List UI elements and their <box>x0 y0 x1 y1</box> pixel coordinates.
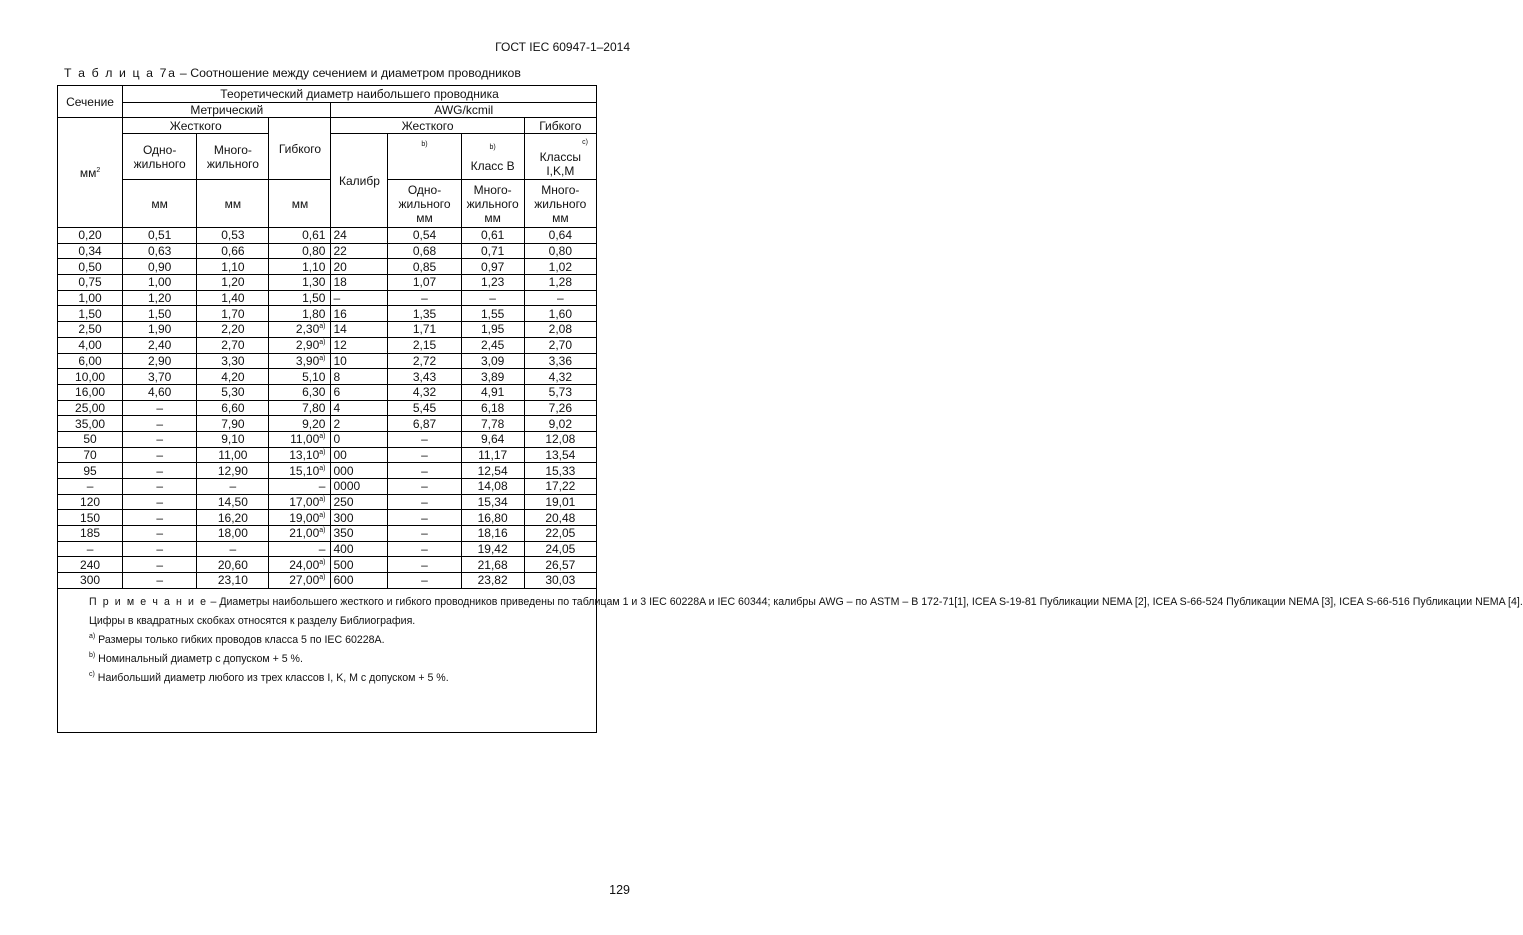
cell-awg-flexible: 1,02 <box>524 259 596 275</box>
cell-awg-multi: 0,97 <box>461 259 524 275</box>
footnote-c: $^{c)}$ Наибольший диаметр любого из трех классов I, K, M с допуском + 5 %. <box>89 670 449 684</box>
cell-metric-multi: 9,10 <box>197 431 269 447</box>
cell-section: 70 <box>58 447 123 463</box>
cell-section: 1,50 <box>58 306 123 322</box>
table-row <box>58 353 597 369</box>
cell-awg-multi: 23,82 <box>461 573 524 589</box>
cell-awg-multi: 7,78 <box>461 416 524 432</box>
cell-gauge: 00 <box>331 447 388 463</box>
cell-section: 0,34 <box>58 243 123 259</box>
cell-metric-flexible: 24,00$^{a)}$ <box>269 557 331 573</box>
cell-metric-multi: 6,60 <box>197 400 269 416</box>
cell-metric-flexible: 2,90$^{a)}$ <box>269 337 331 353</box>
cell-metric-single: – <box>123 447 197 463</box>
cell-metric-single: – <box>123 431 197 447</box>
cell-awg-flexible: 0,80 <box>524 243 596 259</box>
cell-awg-multi: 3,89 <box>461 369 524 385</box>
table-row <box>58 322 597 338</box>
table-row <box>58 369 597 385</box>
cell-section: 35,00 <box>58 416 123 432</box>
header-awg: AWG/kcmil <box>331 103 597 118</box>
cell-metric-multi: 1,10 <box>197 259 269 275</box>
cell-awg-single: 3,43 <box>388 369 461 385</box>
cell-awg-single: – <box>388 431 461 447</box>
cell-section: 0,75 <box>58 275 123 291</box>
cell-awg-flexible: 26,57 <box>524 557 596 573</box>
cell-gauge: 16 <box>331 306 388 322</box>
cell-section: 95 <box>58 463 123 479</box>
cell-metric-single: 3,70 <box>123 369 197 385</box>
cell-awg-multi: 11,17 <box>461 447 524 463</box>
caption-title: – Соотношение между сечением и диаметром проводников <box>176 66 521 80</box>
cell-section: 2,50 <box>58 322 123 338</box>
cell-awg-flexible: 17,22 <box>524 479 596 495</box>
cell-awg-flexible: – <box>524 290 596 306</box>
cell-metric-single: – <box>123 416 197 432</box>
cell-metric-multi: 16,20 <box>197 510 269 526</box>
cell-gauge: 400 <box>331 541 388 557</box>
cell-metric-multi: – <box>197 479 269 495</box>
cell-awg-single: 4,32 <box>388 384 461 400</box>
table-row <box>58 557 597 573</box>
cell-section: – <box>58 541 123 557</box>
cell-awg-multi: 0,71 <box>461 243 524 259</box>
cell-awg-single: 2,15 <box>388 337 461 353</box>
note-brackets: Цифры в квадратных скобках относятся к разделу Библиография. <box>89 614 416 627</box>
cell-awg-single: – <box>388 510 461 526</box>
cell-awg-multi: 12,54 <box>461 463 524 479</box>
table-row <box>58 228 597 244</box>
cell-awg-multi: 14,08 <box>461 479 524 495</box>
table-row <box>58 526 597 542</box>
cell-gauge: 250 <box>331 494 388 510</box>
cell-metric-single: – <box>123 541 197 557</box>
table-row <box>58 510 597 526</box>
table-row <box>58 541 597 557</box>
cell-awg-single: 1,71 <box>388 322 461 338</box>
cell-metric-multi: 1,70 <box>197 306 269 322</box>
cell-section: 240 <box>58 557 123 573</box>
cell-metric-single: 1,20 <box>123 290 197 306</box>
cell-section: 185 <box>58 526 123 542</box>
table-row <box>58 447 597 463</box>
cell-awg-flexible: 24,05 <box>524 541 596 557</box>
cell-awg-multi: 15,34 <box>461 494 524 510</box>
cell-section: 150 <box>58 510 123 526</box>
cell-awg-flexible: 30,03 <box>524 573 596 589</box>
cell-awg-flexible: 1,60 <box>524 306 596 322</box>
document-code: ГОСТ IEC 60947-1–2014 <box>495 40 630 54</box>
cell-metric-flexible: 3,90$^{a)}$ <box>269 353 331 369</box>
cell-gauge: 0 <box>331 431 388 447</box>
cell-awg-flexible: 12,08 <box>524 431 596 447</box>
cell-metric-multi: 11,00 <box>197 447 269 463</box>
cell-awg-single: – <box>388 526 461 542</box>
table-notes <box>58 588 1523 732</box>
cell-section: 6,00 <box>58 353 123 369</box>
header-unit-mm: мм <box>123 180 197 228</box>
table-row <box>58 275 597 291</box>
cell-section: 4,00 <box>58 337 123 353</box>
table-row <box>58 479 597 495</box>
cell-metric-flexible: 13,10$^{a)}$ <box>269 447 331 463</box>
cell-metric-flexible: 5,10 <box>269 369 331 385</box>
cell-awg-multi: 6,18 <box>461 400 524 416</box>
cell-awg-multi: 21,68 <box>461 557 524 573</box>
conductor-table <box>57 85 1523 733</box>
cell-awg-flexible: 2,70 <box>524 337 596 353</box>
cell-metric-flexible: 1,50 <box>269 290 331 306</box>
cell-awg-flexible: 2,08 <box>524 322 596 338</box>
cell-metric-flexible: 0,61 <box>269 228 331 244</box>
page-number: 129 <box>609 883 630 897</box>
header-awg-single: Одно-жильного мм <box>388 180 461 228</box>
cell-awg-multi: 1,23 <box>461 275 524 291</box>
cell-awg-single: – <box>388 447 461 463</box>
cell-awg-flexible: 19,01 <box>524 494 596 510</box>
cell-metric-multi: 0,53 <box>197 228 269 244</box>
cell-metric-single: – <box>123 479 197 495</box>
cell-metric-single: – <box>123 510 197 526</box>
cell-metric-single: – <box>123 573 197 589</box>
cell-gauge: 300 <box>331 510 388 526</box>
cell-metric-multi: 7,90 <box>197 416 269 432</box>
cell-awg-single: 0,85 <box>388 259 461 275</box>
cell-section: 1,00 <box>58 290 123 306</box>
cell-gauge: 0000 <box>331 479 388 495</box>
header-awg-rigid: Жесткого <box>331 118 524 134</box>
header-unit-mm: мм <box>269 180 331 228</box>
cell-metric-multi: 18,00 <box>197 526 269 542</box>
table-row <box>58 243 597 259</box>
cell-metric-flexible: 1,10 <box>269 259 331 275</box>
cell-metric-single: 1,00 <box>123 275 197 291</box>
header-awg-flex-multi: Много-жильного мм <box>524 180 596 228</box>
cell-awg-single: 2,72 <box>388 353 461 369</box>
table-row <box>58 337 597 353</box>
cell-metric-multi: 12,90 <box>197 463 269 479</box>
cell-awg-multi: 4,91 <box>461 384 524 400</box>
cell-gauge: 18 <box>331 275 388 291</box>
header-class-b: b) Класс B <box>461 134 524 180</box>
cell-gauge: – <box>331 290 388 306</box>
cell-metric-flexible: 15,10$^{a)}$ <box>269 463 331 479</box>
cell-awg-single: – <box>388 479 461 495</box>
cell-awg-flexible: 13,54 <box>524 447 596 463</box>
cell-section: 25,00 <box>58 400 123 416</box>
header-gauge: Калибр <box>331 134 388 228</box>
cell-metric-flexible: – <box>269 541 331 557</box>
cell-section: 0,50 <box>58 259 123 275</box>
cell-metric-multi: – <box>197 541 269 557</box>
cell-awg-single: 6,87 <box>388 416 461 432</box>
footnote-b: $^{b)}$ Номинальный диаметр с допуском + 5 %. <box>89 651 303 665</box>
cell-metric-multi: 3,30 <box>197 353 269 369</box>
header-metric-single: Одно-жильного <box>123 134 197 180</box>
header-rigid-note: b) <box>388 134 461 180</box>
header-metric-rigid: Жесткого <box>123 118 269 134</box>
cell-gauge: 22 <box>331 243 388 259</box>
cell-metric-single: – <box>123 526 197 542</box>
cell-metric-single: 0,90 <box>123 259 197 275</box>
cell-awg-multi: 18,16 <box>461 526 524 542</box>
cell-metric-multi: 23,10 <box>197 573 269 589</box>
cell-metric-flexible: 2,30$^{a)}$ <box>269 322 331 338</box>
cell-gauge: 4 <box>331 400 388 416</box>
cell-metric-multi: 2,20 <box>197 322 269 338</box>
table-row <box>58 400 597 416</box>
cell-awg-multi: 1,95 <box>461 322 524 338</box>
cell-gauge: 600 <box>331 573 388 589</box>
cell-awg-multi: 9,64 <box>461 431 524 447</box>
cell-section: 16,00 <box>58 384 123 400</box>
cell-metric-single: – <box>123 400 197 416</box>
cell-metric-flexible: 27,00$^{a)}$ <box>269 573 331 589</box>
cell-awg-single: – <box>388 541 461 557</box>
cell-metric-multi: 0,66 <box>197 243 269 259</box>
cell-awg-flexible: 22,05 <box>524 526 596 542</box>
cell-metric-flexible: 0,80 <box>269 243 331 259</box>
cell-metric-flexible: 7,80 <box>269 400 331 416</box>
cell-metric-single: 1,50 <box>123 306 197 322</box>
cell-awg-flexible: 9,02 <box>524 416 596 432</box>
note-main: П р и м е ч а н и е – Диаметры наибольшего жесткого и гибкого проводников приведены по таблицам 1 и 3 IEC 60228A и IEC 60344; калибры AWG – по ASTM – B 172-71[1], ICEA S-19-81 Публикации NEMA [2], ICEA S-66-524 Публикации NEMA [3], ICEA S-66-516 Публикации NEMA [4]. <box>89 595 1523 608</box>
cell-awg-multi: – <box>461 290 524 306</box>
cell-awg-flexible: 4,32 <box>524 369 596 385</box>
table-row <box>58 431 597 447</box>
cell-awg-flexible: 0,64 <box>524 228 596 244</box>
cell-metric-single: – <box>123 494 197 510</box>
cell-awg-multi: 16,80 <box>461 510 524 526</box>
cell-awg-single: – <box>388 463 461 479</box>
table-row <box>58 494 597 510</box>
cell-metric-flexible: 1,30 <box>269 275 331 291</box>
cell-metric-multi: 4,20 <box>197 369 269 385</box>
cell-awg-single: 5,45 <box>388 400 461 416</box>
cell-awg-flexible: 5,73 <box>524 384 596 400</box>
cell-metric-flexible: – <box>269 479 331 495</box>
cell-metric-flexible: 11,00$^{a)}$ <box>269 431 331 447</box>
header-theoretical-diameter: Теоретический диаметр наибольшего проводника <box>123 86 597 103</box>
table-row <box>58 463 597 479</box>
cell-metric-single: 2,90 <box>123 353 197 369</box>
cell-gauge: 8 <box>331 369 388 385</box>
cell-section: 120 <box>58 494 123 510</box>
cell-metric-multi: 5,30 <box>197 384 269 400</box>
header-classes-ikm: c) Классы I,K,M <box>524 134 596 180</box>
header-awg-flexible: Гибкого <box>524 118 596 134</box>
table-row <box>58 259 597 275</box>
cell-gauge: 350 <box>331 526 388 542</box>
header-metric: Метрический <box>123 103 331 118</box>
table-row <box>58 416 597 432</box>
cell-section: 50 <box>58 431 123 447</box>
cell-metric-flexible: 21,00$^{a)}$ <box>269 526 331 542</box>
header-unit-mm: мм <box>197 180 269 228</box>
table-row <box>58 573 597 589</box>
cell-section: 0,20 <box>58 228 123 244</box>
cell-gauge: 10 <box>331 353 388 369</box>
cell-awg-flexible: 1,28 <box>524 275 596 291</box>
header-section: Сечение <box>58 86 123 118</box>
caption-label: Т а б л и ц а 7а <box>64 66 177 80</box>
cell-awg-flexible: 15,33 <box>524 463 596 479</box>
cell-awg-single: – <box>388 573 461 589</box>
cell-metric-single: 2,40 <box>123 337 197 353</box>
cell-awg-flexible: 20,48 <box>524 510 596 526</box>
cell-section: 10,00 <box>58 369 123 385</box>
cell-awg-single: 0,54 <box>388 228 461 244</box>
cell-metric-multi: 1,40 <box>197 290 269 306</box>
cell-metric-single: – <box>123 557 197 573</box>
table-caption <box>64 66 521 80</box>
cell-awg-single: – <box>388 557 461 573</box>
cell-metric-single: 4,60 <box>123 384 197 400</box>
cell-awg-single: 0,68 <box>388 243 461 259</box>
table-row <box>58 384 597 400</box>
cell-awg-single: 1,07 <box>388 275 461 291</box>
header-metric-flexible: Гибкого <box>269 118 331 180</box>
cell-awg-single: – <box>388 290 461 306</box>
cell-gauge: 2 <box>331 416 388 432</box>
cell-gauge: 12 <box>331 337 388 353</box>
cell-awg-multi: 2,45 <box>461 337 524 353</box>
cell-awg-single: – <box>388 494 461 510</box>
cell-metric-multi: 2,70 <box>197 337 269 353</box>
cell-gauge: 500 <box>331 557 388 573</box>
cell-metric-single: – <box>123 463 197 479</box>
header-mm2: $мм^2$ <box>58 118 123 228</box>
cell-metric-multi: 20,60 <box>197 557 269 573</box>
cell-awg-single: 1,35 <box>388 306 461 322</box>
table-body <box>58 228 597 589</box>
cell-awg-multi: 3,09 <box>461 353 524 369</box>
cell-metric-single: 1,90 <box>123 322 197 338</box>
cell-metric-flexible: 6,30 <box>269 384 331 400</box>
cell-gauge: 6 <box>331 384 388 400</box>
cell-gauge: 14 <box>331 322 388 338</box>
cell-metric-flexible: 9,20 <box>269 416 331 432</box>
footnote-a: $^{a)}$ Размеры только гибких проводов класса 5 по IEC 60228A. <box>89 632 385 646</box>
table-row <box>58 290 597 306</box>
cell-gauge: 24 <box>331 228 388 244</box>
cell-metric-single: 0,63 <box>123 243 197 259</box>
cell-metric-flexible: 19,00$^{a)}$ <box>269 510 331 526</box>
cell-metric-flexible: 1,80 <box>269 306 331 322</box>
header-awg-multi: Много-жильного мм <box>461 180 524 228</box>
header-metric-multi: Много-жильного <box>197 134 269 180</box>
cell-section: 300 <box>58 573 123 589</box>
cell-section: – <box>58 479 123 495</box>
cell-awg-multi: 0,61 <box>461 228 524 244</box>
cell-metric-multi: 14,50 <box>197 494 269 510</box>
cell-awg-multi: 19,42 <box>461 541 524 557</box>
cell-gauge: 000 <box>331 463 388 479</box>
table-row <box>58 306 597 322</box>
cell-awg-flexible: 7,26 <box>524 400 596 416</box>
cell-awg-flexible: 3,36 <box>524 353 596 369</box>
cell-metric-multi: 1,20 <box>197 275 269 291</box>
cell-awg-multi: 1,55 <box>461 306 524 322</box>
cell-gauge: 20 <box>331 259 388 275</box>
cell-metric-flexible: 17,00$^{a)}$ <box>269 494 331 510</box>
cell-metric-single: 0,51 <box>123 228 197 244</box>
